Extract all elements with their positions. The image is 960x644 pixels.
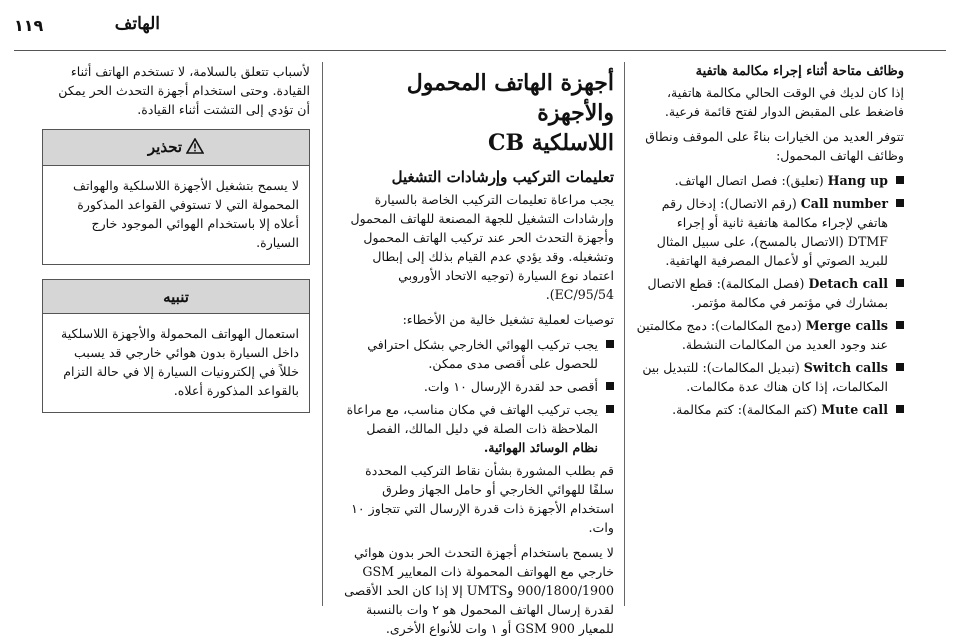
bullet-icon xyxy=(606,340,614,348)
paragraph: قم بطلب المشورة بشأن نقاط التركيب المحددة سلفًا للهوائي الخارجي أو حامل الجهاز وطرق استخدام الأجهزة ذات قدرة الإرسال التي تتجاوز ١٠ وات. xyxy=(351,463,614,535)
bullet-icon xyxy=(606,382,614,390)
header-divider xyxy=(14,50,946,51)
option-desc: (كتم المكالمة): كتم مكالمة. xyxy=(672,402,822,417)
middle-column xyxy=(342,62,614,644)
warning-box xyxy=(42,129,310,265)
option-name: Hang up xyxy=(827,173,888,188)
section-heading: تعليمات التركيب وإرشادات التشغيل xyxy=(391,168,614,186)
list-item xyxy=(636,171,904,190)
bullet-icon xyxy=(896,279,904,287)
option-desc: (دمج المكالمات): دمج مكالمتين عند وجود العديد من المكالمات النشطة. xyxy=(636,318,888,352)
option-desc: (تبديل المكالمات): للتبديل بين المكالمات، إذا كان هناك عدة مكالمات. xyxy=(642,360,888,394)
option-desc: (تعليق): فصل اتصال الهاتف. xyxy=(674,173,828,188)
bullet-icon xyxy=(896,176,904,184)
right-column xyxy=(636,62,904,423)
column-divider-left xyxy=(322,62,323,606)
bullet-icon xyxy=(896,199,904,207)
note-box xyxy=(42,279,310,413)
left-column xyxy=(42,62,310,413)
list-item xyxy=(342,377,614,396)
list-item xyxy=(636,194,904,270)
option-name: Mute call xyxy=(821,402,888,417)
list-item xyxy=(342,400,614,457)
features-heading: وظائف متاحة أثناء إجراء مكالمة هاتفية xyxy=(695,64,904,79)
page-number: ١١٩ xyxy=(14,16,44,35)
call-options-list xyxy=(636,171,904,419)
intro-paragraph: لأسباب تتعلق بالسلامة، لا تستخدم الهاتف أثناء القيادة. وحتى استخدام أجهزة التحدث الحر يمكن أن تؤدي إلى التشتت أثناء القيادة. xyxy=(58,64,310,117)
column-divider-right xyxy=(624,62,625,606)
recommendations-list xyxy=(342,335,614,457)
features-paragraph-2: تتوفر العديد من الخيارات بناءً على الموقف ونطاق وظائف الهاتف المحمول: xyxy=(645,129,904,163)
list-item-text: أقصى حد لقدرة الإرسال ١٠ وات. xyxy=(423,379,598,394)
option-name: Switch calls xyxy=(803,360,888,375)
option-name: Detach call xyxy=(808,276,888,291)
list-item-text: يجب تركيب الهوائي الخارجي بشكل احترافي للحصول على أقصى مدى ممكن. xyxy=(367,337,598,371)
note-body: استعمال الهواتف المحمولة والأجهزة اللاسلكية داخل السيارة بدون هوائي خارجي قد يسبب خللاً في إلكترونيات السيارة إلا في حالة التزام بالقواعد المذكورة أعلاه. xyxy=(61,326,299,398)
note-header: تنبيه xyxy=(43,280,309,314)
option-desc: (رقم الاتصال): إدخال رقم هاتفي لإجراء مكالمة هاتفية ثانية أو إجراء DTMF (الاتصال بالمسح)، على سبيل المثال للبريد الصوتي أو لأعمال المصرفية الهاتفية. xyxy=(656,196,888,268)
list-item-text: يجب تركيب الهاتف في مكان مناسب، مع مراعاة الملاحظة ذات الصلة في دليل المالك، الفصل xyxy=(346,402,598,436)
bullet-icon xyxy=(896,363,904,371)
paragraph: يجب مراعاة تعليمات التركيب الخاصة بالسيارة وإرشادات التشغيل للجهة المصنعة للهاتف المحمول وأجهزة التحدث الحر عند تركيب الهاتف المحمول وتشغيله. وقد يؤدي عدم القيام بذلك إلى إبطال اعتماد نوع السيارة (توجيه الاتحاد الأوروبي 95/54/EC). xyxy=(350,192,614,302)
chapter-title: الهاتف xyxy=(114,14,160,34)
paragraph: لا يسمح باستخدام أجهزة التحدث الحر بدون هوائي خارجي مع الهواتف المحمولة ذات المعايير GSM 900/1800/1900 وUMTS إلا إذا كان الحد الأقصى لقدرة إرسال الهاتف المحمول هو ٢ وات بالنسبة للمعيار GSM 900 أو ١ وات للأنواع الأخرى. xyxy=(344,545,614,636)
bullet-icon xyxy=(896,321,904,329)
bullet-icon xyxy=(896,405,904,413)
option-desc: (فصل المكالمة): قطع الاتصال بمشارك في مؤتمر في مكالمة مؤتمر. xyxy=(647,276,888,310)
list-item xyxy=(636,274,904,312)
warning-triangle-icon xyxy=(186,138,204,159)
warning-title: تحذير xyxy=(147,138,183,156)
list-item xyxy=(342,335,614,373)
warning-body: لا يسمح بتشغيل الأجهزة اللاسلكية والهواتف المحمولة التي لا تستوفي القواعد المذكورة أعلاه إلا باستخدام الهوائي الموجود خارج السيارة. xyxy=(73,178,299,250)
main-heading-line-1: أجهزة الهاتف المحمول والأجهزة xyxy=(406,70,614,126)
list-item xyxy=(636,400,904,419)
warning-header xyxy=(43,130,309,166)
paragraph: توصيات لعملية تشغيل خالية من الأخطاء: xyxy=(402,312,614,327)
list-item xyxy=(636,316,904,354)
option-name: Merge calls xyxy=(805,318,888,333)
option-name: Call number xyxy=(800,196,888,211)
main-heading-line-2: اللاسلكية CB xyxy=(487,130,614,156)
list-item xyxy=(636,358,904,396)
bullet-icon xyxy=(606,405,614,413)
page-header xyxy=(0,12,960,38)
airbag-reference: نظام الوسائد الهوائية. xyxy=(483,440,598,455)
main-heading xyxy=(342,68,614,158)
features-paragraph-1: إذا كان لديك في الوقت الحالي مكالمة هاتفية، فاضغط على المقبض الدوار لفتح قائمة فرعية. xyxy=(664,85,904,119)
